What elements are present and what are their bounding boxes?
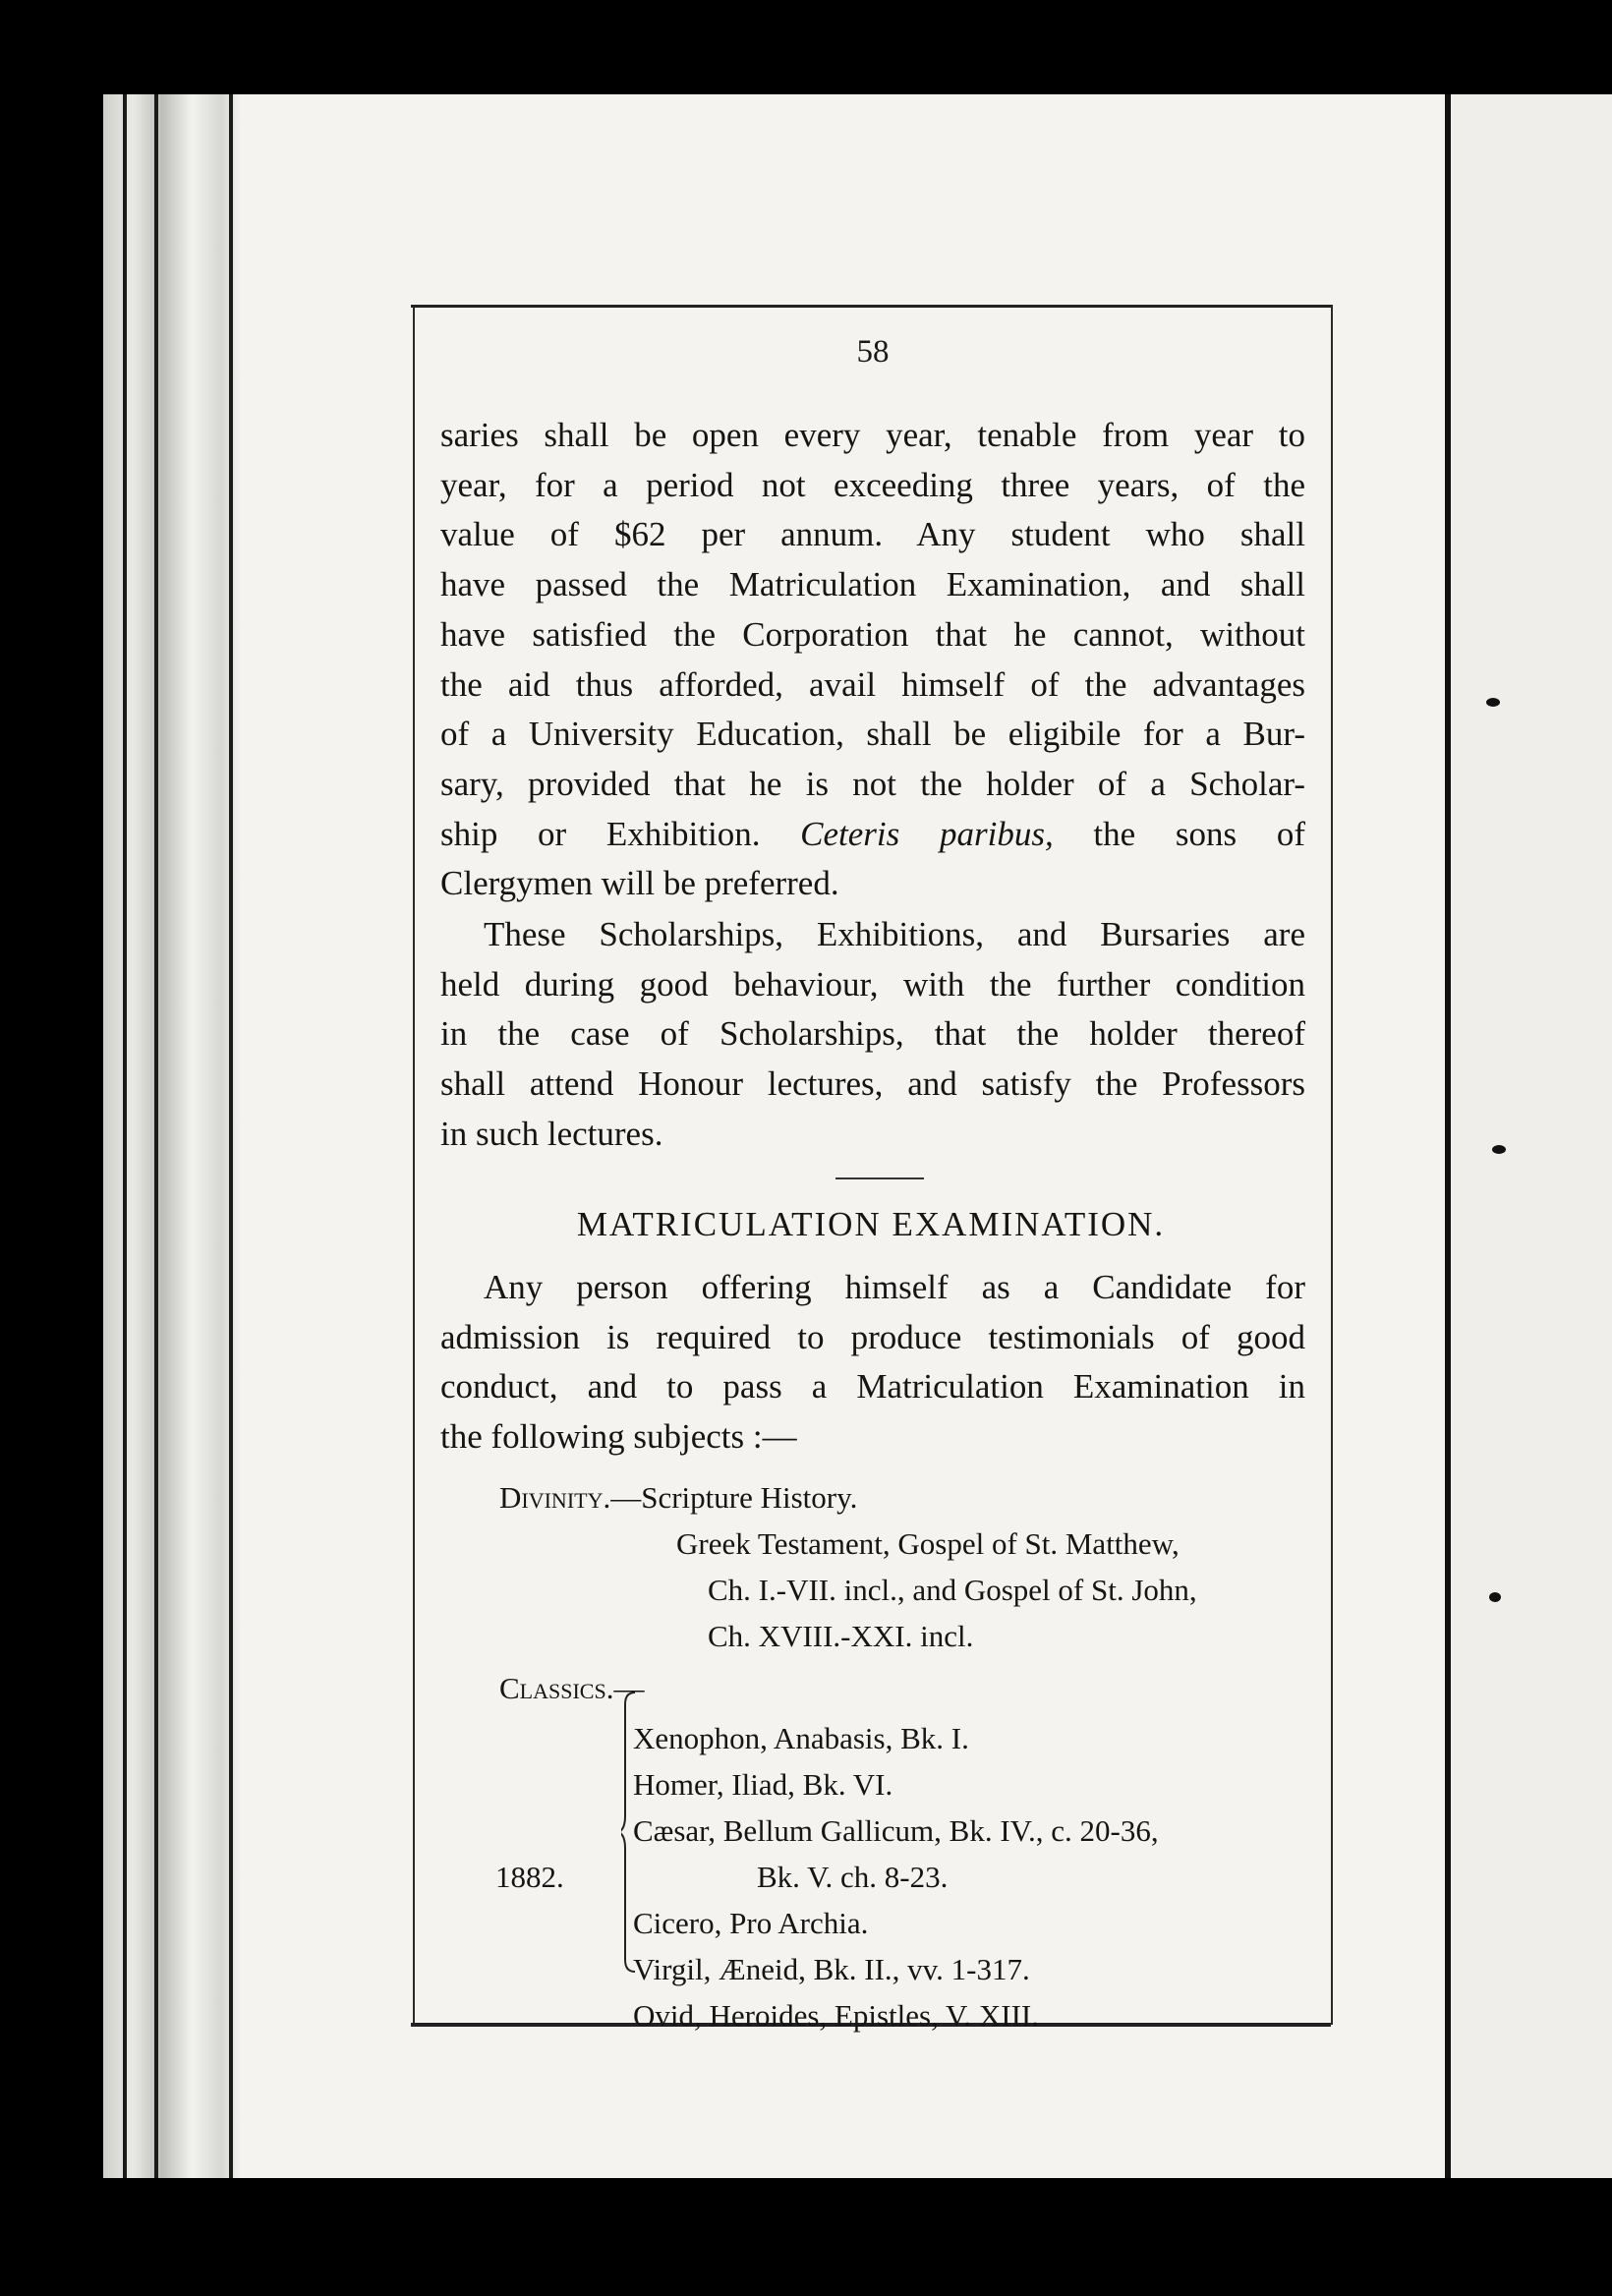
brace-path — [621, 1693, 635, 1972]
text-line: Clergymen will be preferred. — [440, 864, 839, 903]
subjects-list — [440, 1474, 1325, 2038]
binding-edge — [1445, 94, 1451, 2178]
ink-speck — [1492, 1145, 1506, 1154]
text-line: in the case of Scholarships, that the holder thereof — [440, 1014, 1305, 1054]
text-line: Any person offering himself as a Candidate for — [484, 1268, 1305, 1306]
ink-speck — [1489, 1592, 1501, 1602]
top-rule — [411, 305, 1331, 308]
text-line: value of $62 per annum. Any student who shall — [440, 515, 1305, 554]
paragraph-bursaries — [440, 411, 1305, 909]
text-line: of a University Education, shall be eligibile for a Bur- — [440, 715, 1305, 754]
curly-brace — [621, 1691, 637, 1974]
section-divider — [835, 1177, 924, 1179]
latin-phrase: Ceteris paribus, — [800, 814, 1054, 853]
subject-label-divinity: Divinity. — [499, 1480, 611, 1515]
classics-item: Xenophon, Anabasis, Bk. I. — [633, 1721, 969, 1755]
text-line: These Scholarships, Exhibitions, and Bursaries are — [484, 915, 1305, 953]
text-line: saries shall be open every year, tenable from year to — [440, 416, 1305, 454]
page-edge-line — [123, 94, 127, 2178]
text-line: in such lectures. — [440, 1114, 663, 1153]
paragraph-matriculation — [440, 1263, 1305, 1463]
text-line: held during good behaviour, with the further condition — [440, 964, 1305, 1004]
page-edge-stack — [103, 94, 241, 2178]
page-number: 58 — [856, 334, 890, 370]
classics-item: Cicero, Pro Archia. — [633, 1906, 869, 1940]
classics-item: Virgil, Æneid, Bk. II., vv. 1-317. — [633, 1952, 1030, 1986]
classics-item: Ovid, Heroides, Epistles, V. XIII. — [633, 1998, 1040, 2033]
paragraph-conditions — [440, 910, 1305, 1160]
classics-item: Bk. V. ch. 8-23. — [757, 1860, 949, 1894]
ink-speck — [1486, 698, 1500, 707]
subject-label-classics: Classics. — [499, 1671, 614, 1705]
divinity-line: Ch. XVIII.-XXI. incl. — [708, 1619, 974, 1653]
classics-year: 1882. — [495, 1860, 564, 1894]
text-line-mixed — [440, 810, 1305, 860]
text-line: have passed the Matriculation Examination, and shall — [440, 565, 1305, 604]
text-run: ship or Exhibition. — [440, 814, 761, 853]
text-line: conduct, and to pass a Matriculation Examination in — [440, 1367, 1305, 1406]
text-line: admission is required to produce testimonials of good — [440, 1317, 1305, 1356]
divinity-first: —Scripture History. — [610, 1480, 858, 1515]
page-edge-line — [229, 94, 233, 2178]
classics-year-row — [440, 1854, 1325, 1900]
divinity-line: Ch. I.-VII. incl., and Gospel of St. John, — [708, 1573, 1197, 1607]
text-run: the sons of — [1093, 814, 1306, 853]
facing-page-strip — [1445, 94, 1612, 2178]
text-line: have satisfied the Corporation that he cannot, without — [440, 614, 1305, 654]
classics-item: Homer, Iliad, Bk. VI. — [633, 1767, 893, 1802]
classics-dash: — — [613, 1671, 645, 1705]
text-line: sary, provided that he is not the holder of a Scholar- — [440, 764, 1305, 803]
classics-item: Cæsar, Bellum Gallicum, Bk. IV., c. 20-36, — [633, 1813, 1159, 1848]
page-edge-line — [154, 94, 158, 2178]
divinity-entry — [440, 1474, 1325, 1521]
text-line: the following subjects :— — [440, 1417, 797, 1457]
text-line: shall attend Honour lectures, and satisfy the Professors — [440, 1064, 1305, 1104]
section-heading: MATRICULATION EXAMINATION. — [576, 1205, 1166, 1243]
text-line: the aid thus afforded, avail himself of the advantages — [440, 664, 1305, 704]
divinity-line: Greek Testament, Gospel of St. Matthew, — [676, 1526, 1180, 1561]
classics-entry — [440, 1665, 1325, 1711]
text-line: year, for a period not exceeding three years, of the — [440, 465, 1305, 504]
